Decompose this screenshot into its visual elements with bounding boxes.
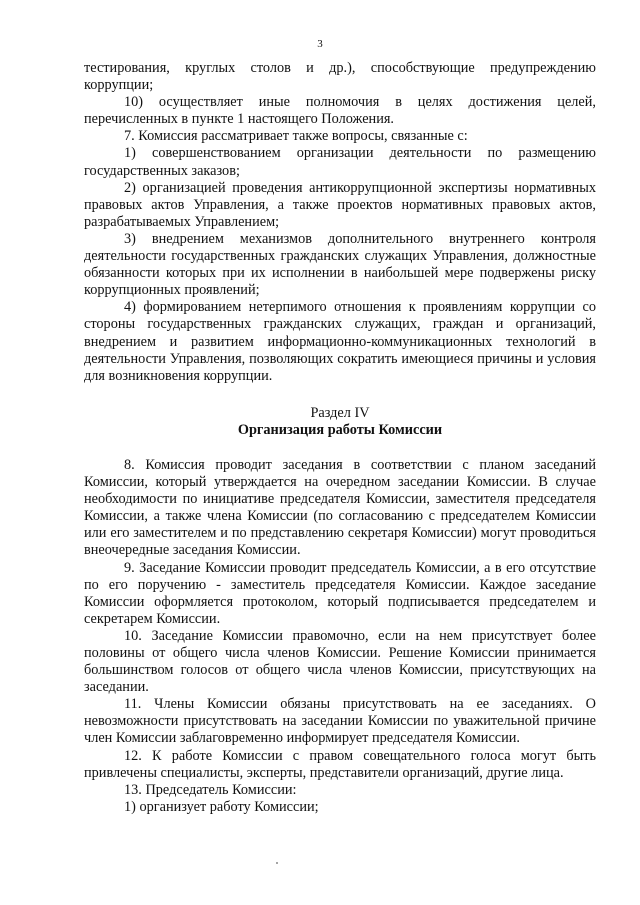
paragraph: 1) совершенствованием организации деятельности по размещению государственных заказов;	[84, 145, 596, 179]
paragraph: 10) осуществляет иные полномочия в целях достижения целей, перечисленных в пункте 1 настоящего Положения.	[84, 94, 596, 128]
paragraph: 2) организацией проведения антикоррупционной экспертизы нормативных правовых актов Управления, а также проектов нормативных правовых актов, разрабатываемых Управлением;	[84, 179, 596, 230]
section-label: Раздел IV	[310, 404, 370, 421]
paragraph: 9. Заседание Комиссии проводит председатель Комиссии, а в его отсутствие по его поручению - заместитель председателя Комиссии. Каждое заседание Комиссии оформляется протоколом, который подписывается председателем и секретарем Комиссии.	[84, 559, 596, 627]
paragraph: 1) организует работу Комиссии;	[124, 798, 319, 815]
paragraph: 8. Комиссия проводит заседания в соответствии с планом заседаний Комиссии, который утверждается на очередном заседании Комиссии. В случае необходимости по инициативе председателя Комиссии, заместителя председателя Комиссии, а также члена Комиссии (по согласованию с председателем Комиссии или его заместителем и по представлению секретаря Комиссии) могут проводиться внеочередные заседания Комиссии.	[84, 456, 596, 559]
paragraph: 7. Комиссия рассматривает также вопросы, связанные с:	[124, 128, 468, 145]
page-number: 3	[317, 38, 323, 50]
paragraph: тестирования, круглых столов и др.), способствующие предупреждению коррупции;	[84, 60, 596, 94]
document-body	[84, 60, 596, 816]
paragraph: 10. Заседание Комиссии правомочно, если на нем присутствует более половины от общего числа членов Комиссии. Решение Комиссии принимается большинством голосов от общего числа членов Комиссии, присутствующих на заседании.	[84, 627, 596, 696]
paragraph: 13. Председатель Комиссии:	[124, 781, 297, 798]
paragraphs-top	[84, 60, 596, 385]
scan-speck	[276, 862, 278, 864]
section-title: Организация работы Комиссии	[237, 421, 443, 438]
paragraphs-bottom	[84, 457, 596, 816]
paragraph: 12. К работе Комиссии с правом совещательного голоса могут быть привлечены специалисты, эксперты, представители организаций, другие лица.	[84, 747, 596, 781]
paragraph: 4) формированием нетерпимого отношения к проявлениям коррупции со стороны государственных гражданских служащих, граждан и организаций, внедрением и развитием информационно-коммуникационных технологий в деятельности Управления, позволяющих сократить имеющиеся причины и условия для возникновения коррупции.	[84, 299, 596, 384]
paragraph: 3) внедрением механизмов дополнительного внутреннего контроля деятельности государственных гражданских служащих Управления, должностные обязанности которых при их исполнении в наибольшей мере подвержены риску коррупционных проявлений;	[84, 230, 596, 299]
paragraph: 11. Члены Комиссии обязаны присутствовать на ее заседаниях. О невозможности присутствовать на заседании Комиссии по уважительной причине член Комиссии заблаговременно информирует председателя Комиссии.	[84, 696, 596, 747]
